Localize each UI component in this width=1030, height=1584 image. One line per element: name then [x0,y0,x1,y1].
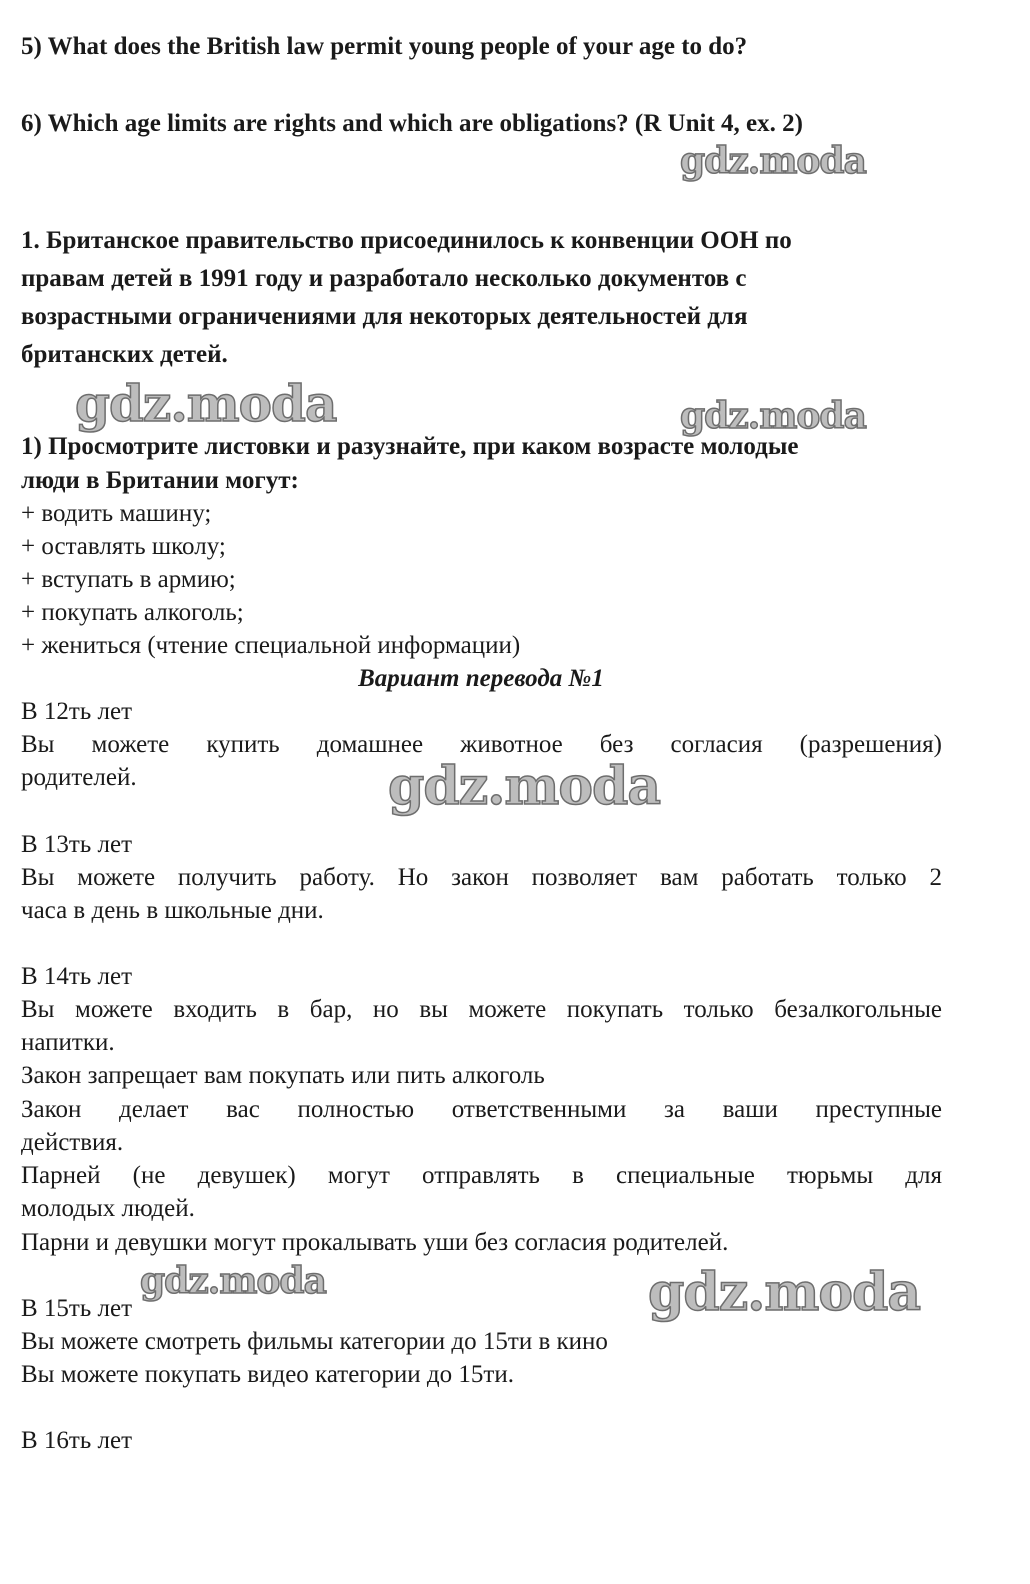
question-5: 5) What does the British law permit young people of your age to do? [21,33,748,60]
age-14-heading: В 14ть лет [21,963,132,990]
watermark: gdz.moda [680,395,866,437]
intro-line-1: 1. Британское правительство присоединилось к конвенции ООН по [21,227,792,254]
task-1-line-1: 1) Просмотрите листовки и разузнайте, при каком возрасте молодые [21,433,799,460]
intro-line-3: возрастными ограничениями для некоторых деятельностей для [21,303,748,330]
watermark: gdz.moda [388,756,661,817]
intro-line-4: британских детей. [21,341,228,368]
task-list-item: + жениться (чтение специальной информации) [21,632,521,659]
task-1-line-2: люди в Британии могут: [21,467,299,494]
task-list-item: + покупать алкоголь; [21,599,244,626]
age-14-text: действия. [21,1129,124,1156]
age-12-text: Вы можете купить домашнее животное без согласия (разрешения) [21,731,942,758]
task-list-item: + оставлять школу; [21,533,226,560]
age-13-heading: В 13ть лет [21,831,132,858]
age-14-text: молодых людей. [21,1195,195,1222]
age-12-heading: В 12ть лет [21,698,132,725]
age-15-text: Вы можете смотреть фильмы категории до 15ти в кино [21,1328,608,1355]
watermark: gdz.moda [680,140,866,182]
age-14-text: Закон делает вас полностью ответственными за ваши преступные [21,1096,942,1123]
age-14-text: Закон запрещает вам покупать или пить алкоголь [21,1062,545,1089]
watermark: gdz.moda [75,374,337,433]
question-6: 6) Which age limits are rights and which are obligations? (R Unit 4, ex. 2) [21,110,803,137]
task-list-item: + вступать в армию; [21,566,236,593]
age-14-text: Парней (не девушек) могут отправлять в специальные тюрьмы для [21,1162,942,1189]
age-12-text: родителей. [21,764,137,791]
age-15-text: Вы можете покупать видео категории до 15ти. [21,1361,514,1388]
task-list-item: + водить машину; [21,500,212,527]
watermark: gdz.moda [140,1260,326,1302]
age-16-heading: В 16ть лет [21,1427,132,1454]
age-14-text: Вы можете входить в бар, но вы можете покупать только безалкогольные [21,996,942,1023]
intro-line-2: правам детей в 1991 году и разработало несколько документов с [21,265,747,292]
age-13-text: Вы можете получить работу. Но закон позволяет вам работать только 2 [21,864,942,891]
age-15-heading: В 15ть лет [21,1295,132,1322]
age-13-text: часа в день в школьные дни. [21,897,324,924]
age-14-text: Парни и девушки могут прокалывать уши без согласия родителей. [21,1229,729,1256]
age-14-text: напитки. [21,1029,115,1056]
watermark: gdz.moda [648,1262,921,1323]
variant-title: Вариант перевода №1 [358,665,604,692]
